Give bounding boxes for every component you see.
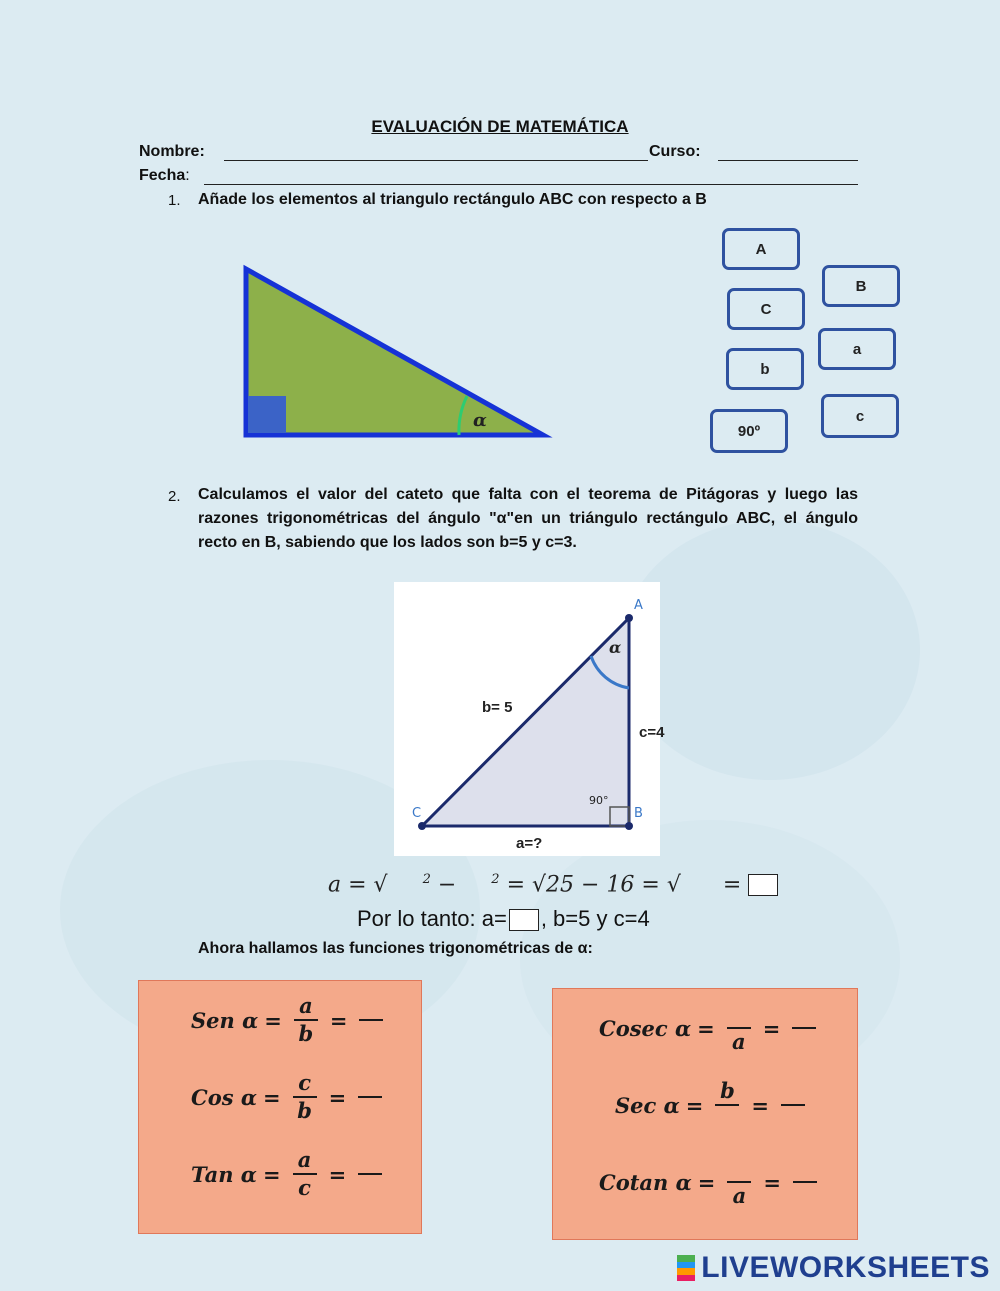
formula-square-2: 2 [491,872,500,887]
fraction-cosec-num-blank[interactable] [729,1001,749,1027]
trig-row-sec: Sec α = b = [615,1078,811,1132]
question1-text: Añade los elementos al triangulo rectángulo ABC con respecto a B [198,191,707,208]
alpha-label: α [473,410,487,431]
drag-box-a[interactable]: a [818,328,896,370]
drag-box-b[interactable]: b [726,348,804,390]
formula-middle: = √25 − 16 = √ [506,872,681,898]
side-b-label: b= 5 [482,699,513,716]
trig-label-cos: Cos α [191,1084,258,1110]
alpha-label-2: α [609,638,622,657]
point-a [625,614,633,622]
conclusion-line [357,906,650,932]
answer-sec[interactable] [781,1104,805,1106]
fraction-sen: $\frac{a}{b}$ [294,993,318,1047]
formula-square-1: 2 [422,872,431,887]
question2-number: 2. [168,488,181,505]
formula-answer-box[interactable] [748,874,778,896]
drag-box-B[interactable]: B [822,265,900,307]
formula-minus: − [437,872,457,898]
background-decoration [620,520,920,780]
liveworksheets-brand [677,1251,990,1285]
fraction-cos: $\frac{c}{b}$ [293,1070,317,1124]
trig-label-tan: Tan α [191,1161,257,1187]
liveworksheets-logo-icon [677,1255,695,1281]
point-b [625,822,633,830]
vertex-b-label: B [634,806,643,821]
conclusion-suffix: , b=5 y c=4 [540,906,650,931]
drag-box-90[interactable]: 90º [710,409,788,453]
drag-box-c[interactable]: c [821,394,899,438]
trig-label-cosec: Cosec α [599,1015,692,1041]
fraction-sec-den-blank[interactable] [717,1106,737,1132]
triangle-figure-1 [235,258,555,448]
right-angle-label: 90° [589,794,609,807]
brand-text: LIVEWORKSHEETS [701,1251,990,1284]
answer-cotan[interactable] [793,1181,817,1183]
formula-equals: = [722,872,742,898]
fecha-colon: : [185,167,190,184]
fecha-field[interactable] [204,171,858,185]
page-title: EVALUACIÓN DE MATEMÁTICA [371,117,629,136]
trig-row-sen: Sen α = $\frac{a}{b}$ = [191,993,389,1047]
trig-row-tan: Tan α = $\frac{a}{c}$ = [191,1147,388,1201]
nombre-label: Nombre: [139,143,205,160]
answer-cosec[interactable] [792,1027,816,1029]
conclusion-prefix: Por lo tanto: a= [357,906,507,931]
trig-label-cotan: Cotan α [599,1169,692,1195]
trig-row-cosec: Cosec α = a = [599,1001,822,1055]
answer-cos[interactable] [358,1096,382,1098]
fraction-cotan-num-blank[interactable] [729,1155,749,1181]
fraction-cosec: a [727,1001,751,1055]
trig-panel-right [552,988,858,1240]
conclusion-answer-box[interactable] [509,909,539,931]
nombre-field[interactable] [224,147,648,161]
pythagoras-formula: a = √ $^2$ − $^2$ = √25 − 16 = √ = [328,872,778,897]
drag-box-C[interactable]: C [727,288,805,330]
triangle-abc [246,269,543,435]
point-c [418,822,426,830]
trig-panel-left [138,980,422,1234]
question1-number: 1. [168,192,181,209]
trig-intro: Ahora hallamos las funciones trigonométricas de α: [198,940,593,957]
fraction-cotan: a [727,1155,751,1209]
fraction-tan: $\frac{a}{c}$ [293,1147,317,1201]
answer-sen[interactable] [359,1019,383,1021]
side-c-label: c=4 [639,724,665,741]
answer-tan[interactable] [358,1173,382,1175]
fecha-row [139,167,190,185]
vertex-c-label: C [412,806,422,821]
curso-label: Curso: [649,143,701,160]
right-angle-marker [248,396,286,433]
trig-row-cotan: Cotan α = a = [599,1155,823,1209]
fecha-label: Fecha [139,167,186,184]
side-a-label: a=? [516,835,543,852]
triangle-figure-2 [394,582,665,856]
trig-label-sec: Sec α [615,1092,680,1118]
vertex-a-label: A [634,598,643,613]
trig-row-cos: Cos α = $\frac{c}{b}$ = [191,1070,388,1124]
formula-lhs: a = [328,872,367,898]
fraction-sec: b [715,1078,739,1132]
curso-field[interactable] [718,147,858,161]
drag-box-A[interactable]: A [722,228,800,270]
trig-label-sen: Sen α [191,1007,259,1033]
question2-text: Calculamos el valor del cateto que falta con el teorema de Pitágoras y luego las razones trigonométricas del ángulo "α"en un triángulo rectángulo ABC, el ángulo recto en B, sabiendo que los lados son b=5 y c=3. [198,486,858,551]
